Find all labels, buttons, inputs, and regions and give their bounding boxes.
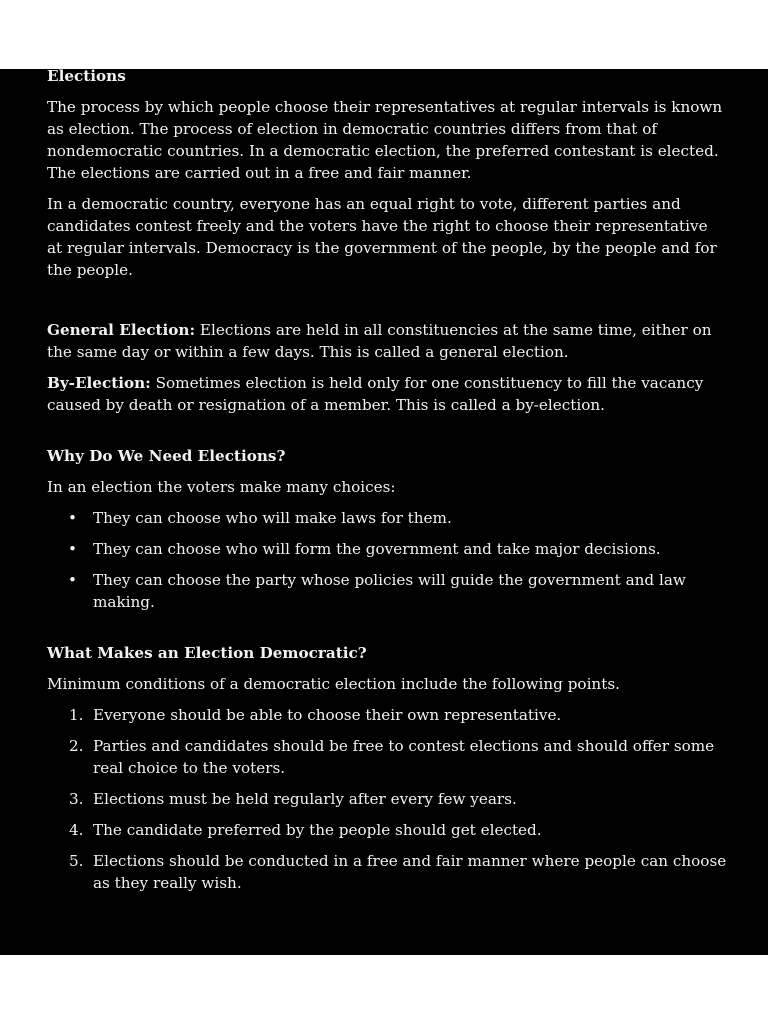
list-item (47, 819, 727, 841)
list-number: 5. (69, 852, 84, 870)
by-election-term: By-Election: (47, 374, 151, 392)
list-item-text: The candidate preferred by the people should get elected. (93, 821, 542, 839)
general-election-text: Elections are held in all constituencies at the same time, either on the same day or within a few days. This is called a general election. (47, 321, 712, 361)
list-item-text: They can choose who will make laws for them. (93, 509, 452, 527)
list-number: 1. (69, 706, 84, 724)
general-election-term: General Election: (47, 321, 196, 339)
elections-paragraph-2: In a democratic country, everyone has an equal right to vote, different parties and candidates contest freely and the voters have the right to choose their representative at regular intervals. Democracy is the government of the people, by the people and for the people. (47, 195, 717, 279)
list-item (47, 704, 727, 726)
list-number: 3. (69, 790, 84, 808)
list-number: 2. (69, 737, 84, 755)
list-item (47, 735, 727, 779)
why-elections-list (47, 507, 727, 613)
list-item-text: They can choose who will form the government and take major decisions. (93, 540, 661, 558)
document-page (0, 69, 768, 955)
bullet-icon: • (68, 509, 77, 527)
list-number: 4. (69, 821, 84, 839)
list-item (47, 507, 727, 529)
elections-paragraph-1: The process by which people choose their representatives at regular intervals is known as election. The process of election in democratic countries differs from that of nondemocratic countries. In a democratic election, the preferred contestant is elected. The elections are carried out in a free and fair manner. (47, 98, 723, 182)
bullet-icon: • (68, 540, 77, 558)
democratic-election-intro: Minimum conditions of a democratic election include the following points. (47, 675, 620, 693)
document-content (47, 65, 727, 894)
elections-heading: Elections (47, 67, 126, 85)
list-item-text: Everyone should be able to choose their own representative. (93, 706, 562, 724)
why-elections-intro: In an election the voters make many choices: (47, 478, 396, 496)
list-item-text: They can choose the party whose policies will guide the government and law making. (93, 571, 686, 611)
why-elections-heading: Why Do We Need Elections? (47, 447, 286, 465)
list-item (47, 788, 727, 810)
list-item (47, 538, 727, 560)
list-item (47, 850, 727, 894)
list-item-text: Elections should be conducted in a free and fair manner where people can choose as they really wish. (93, 852, 727, 892)
list-item-text: Parties and candidates should be free to contest elections and should offer some real choice to the voters. (93, 737, 715, 777)
democratic-conditions-list (47, 704, 727, 894)
bullet-icon: • (68, 571, 77, 589)
list-item (47, 569, 727, 613)
democratic-election-heading: What Makes an Election Democratic? (47, 644, 367, 662)
by-election-text: Sometimes election is held only for one constituency to fill the vacancy caused by death or resignation of a member. This is called a by-election. (47, 374, 704, 414)
list-item-text: Elections must be held regularly after every few years. (93, 790, 517, 808)
by-election-paragraph (47, 372, 727, 416)
general-election-paragraph (47, 319, 727, 363)
